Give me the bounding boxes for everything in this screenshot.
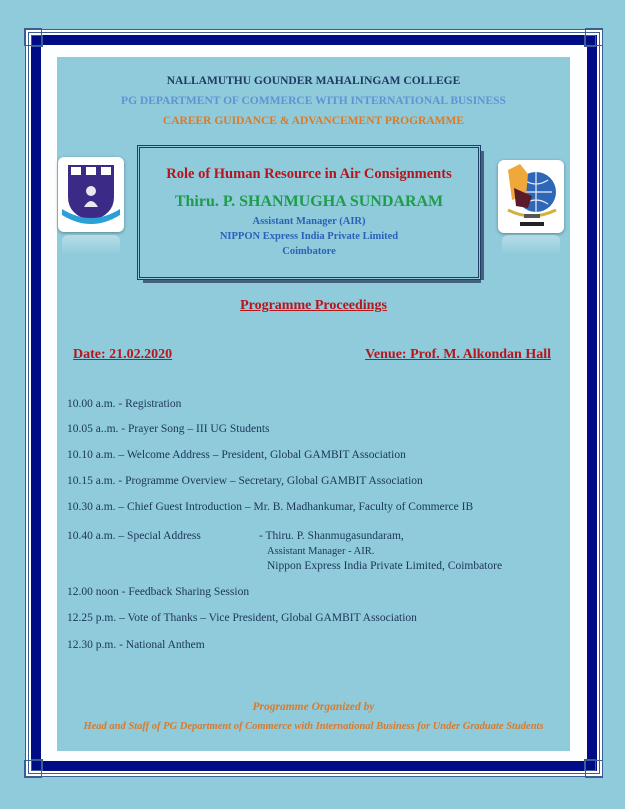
event-title-box bbox=[137, 145, 481, 280]
proceedings-heading: Programme Proceedings bbox=[240, 298, 387, 313]
college-emblem-icon bbox=[58, 157, 124, 232]
special-address-speaker: - Thiru. P. Shanmugasundaram, bbox=[259, 530, 404, 542]
programme-name: CAREER GUIDANCE & ADVANCEMENT PROGRAMME bbox=[162, 115, 465, 127]
college-logo-reflection bbox=[62, 235, 120, 255]
schedule-item: 10.30 a.m. – Chief Guest Introduction – Mr. B. Madhankumar, Faculty of Commerce IB bbox=[67, 501, 474, 513]
box-shadow-right bbox=[481, 151, 484, 280]
college-name: NALLAMUTHU GOUNDER MAHALINGAM COLLEGE bbox=[166, 75, 461, 87]
globe-emblem-icon bbox=[498, 160, 564, 233]
schedule-item: 10.40 a.m. – Special Address bbox=[67, 530, 201, 542]
schedule-item: 10.10 a.m. – Welcome Address – President, Global GAMBIT Association bbox=[67, 449, 406, 461]
corner-ornament-tl bbox=[24, 28, 42, 46]
speaker-name: Thiru. P. SHANMUGHA SUNDARAM bbox=[174, 193, 444, 210]
schedule-item: 10.05 a..m. - Prayer Song – III UG Students bbox=[67, 423, 270, 435]
schedule-item: 12.25 p.m. – Vote of Thanks – Vice President, Global GAMBIT Association bbox=[67, 612, 417, 624]
organized-by-label: Programme Organized by bbox=[252, 701, 375, 713]
speaker-designation: Assistant Manager (AIR) bbox=[252, 216, 366, 227]
schedule-item: 12.30 p.m. - National Anthem bbox=[67, 639, 205, 651]
schedule-item: 10.15 a.m. - Programme Overview – Secretary, Global GAMBIT Association bbox=[67, 475, 423, 487]
schedule-item: 10.00 a.m. - Registration bbox=[67, 398, 182, 410]
speaker-company: NIPPON Express India Private Limited bbox=[219, 231, 399, 242]
event-venue: Venue: Prof. M. Alkondan Hall bbox=[365, 347, 551, 362]
corner-ornament-bl bbox=[24, 760, 42, 778]
corner-ornament-br bbox=[585, 760, 603, 778]
event-topic: Role of Human Resource in Air Consignments bbox=[166, 166, 452, 182]
department-logo bbox=[498, 160, 564, 233]
event-date: Date: 21.02.2020 bbox=[73, 347, 173, 362]
college-logo bbox=[58, 157, 124, 232]
special-address-company: Nippon Express India Private Limited, Coimbatore bbox=[267, 560, 503, 572]
corner-ornament-tr bbox=[585, 28, 603, 46]
special-address-designation: Assistant Manager - AIR. bbox=[267, 546, 375, 557]
content-panel bbox=[57, 57, 570, 751]
schedule-item: 12.00 noon - Feedback Sharing Session bbox=[67, 586, 250, 598]
box-shadow-bottom bbox=[143, 280, 481, 283]
department-logo-reflection bbox=[502, 235, 560, 255]
organizers: Head and Staff of PG Department of Commerce with International Business for Under Graduate Students bbox=[83, 721, 544, 732]
speaker-city: Coimbatore bbox=[282, 246, 336, 257]
department-name: PG DEPARTMENT OF COMMERCE WITH INTERNATIONAL BUSINESS bbox=[121, 95, 506, 107]
